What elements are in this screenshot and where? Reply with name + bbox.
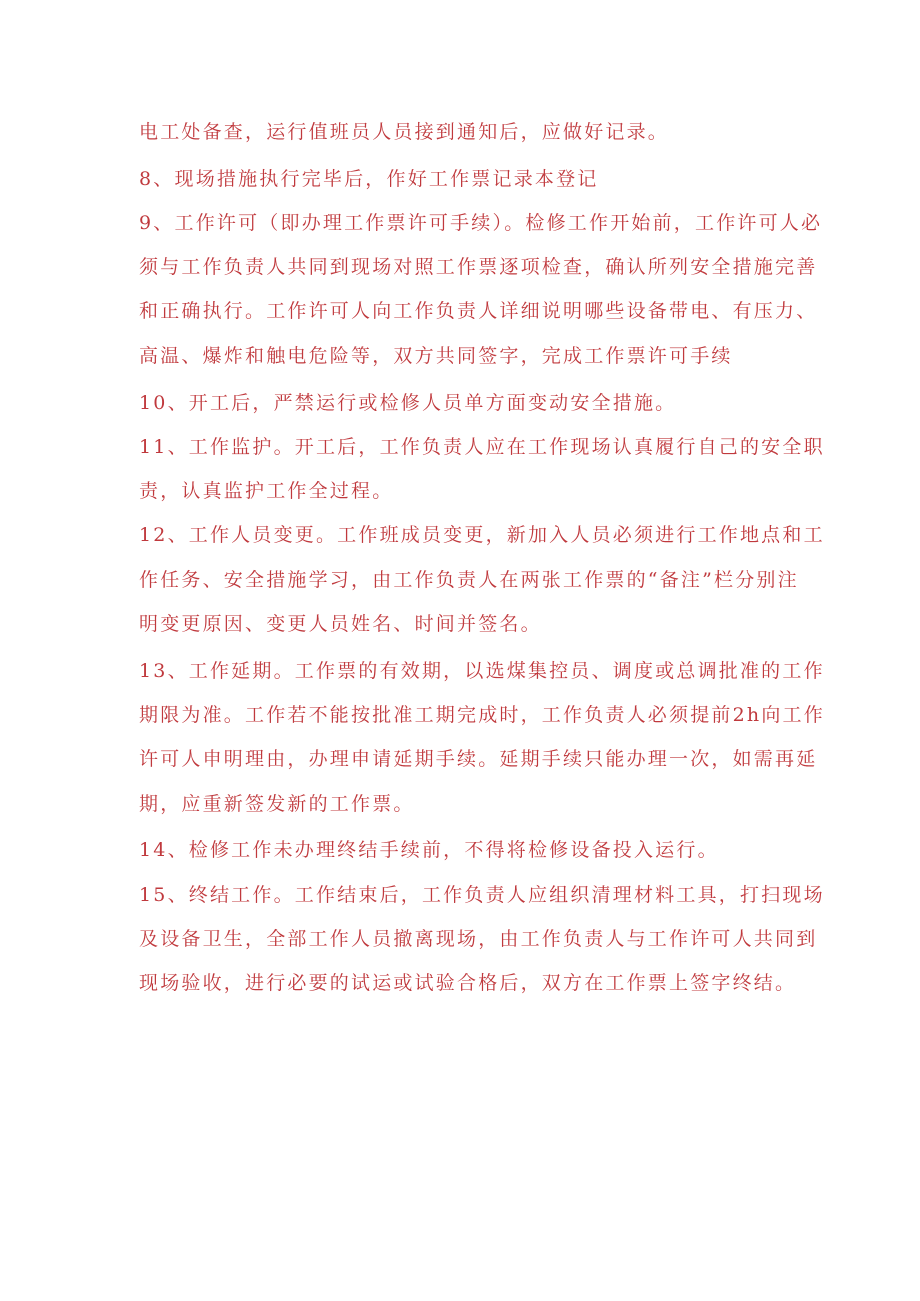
text-line: 许可人申明理由，办理申请延期手续。延期手续只能办理一次，如需再延	[139, 748, 818, 770]
text-line: 责，认真监护工作全过程。	[139, 480, 394, 502]
text-line: 8、现场措施执行完毕后，作好工作票记录本登记	[139, 168, 599, 190]
text-line: 13、工作延期。工作票的有效期，以选煤集控员、调度或总调批准的工作	[139, 660, 825, 682]
text-line: 14、检修工作未办理终结手续前，不得将检修设备投入运行。	[139, 839, 719, 861]
text-line: 15、终结工作。工作结束后，工作负责人应组织清理材料工具，打扫现场	[139, 884, 825, 906]
text-line: 电工处备查，运行值班员人员接到通知后，应做好记录。	[139, 121, 670, 143]
text-line: 12、工作人员变更。工作班成员变更，新加入人员必须进行工作地点和工	[139, 524, 825, 546]
text-line: 作任务、安全措施学习，由工作负责人在两张工作票的“备注”栏分别注	[139, 569, 799, 591]
text-line: 现场验收，进行必要的试运或试验合格后，双方在工作票上签字终结。	[139, 972, 797, 994]
text-line: 和正确执行。工作许可人向工作负责人详细说明哪些设备带电、有压力、	[139, 300, 818, 322]
text-line: 10、开工后，严禁运行或检修人员单方面变动安全措施。	[139, 392, 677, 414]
text-line: 9、工作许可（即办理工作票许可手续）。检修工作开始前，工作许可人必	[139, 212, 823, 234]
text-line: 期，应重新签发新的工作票。	[139, 793, 415, 815]
text-line: 及设备卫生，全部工作人员撤离现场，由工作负责人与工作许可人共同到	[139, 928, 818, 950]
text-line: 明变更原因、变更人员姓名、时间并签名。	[139, 613, 542, 635]
text-line: 须与工作负责人共同到现场对照工作票逐项检查，确认所列安全措施完善	[139, 256, 818, 278]
text-line: 期限为准。工作若不能按批准工期完成时，工作负责人必须提前2h向工作	[139, 704, 825, 726]
text-line: 11、工作监护。开工后，工作负责人应在工作现场认真履行自己的安全职	[139, 436, 825, 458]
text-line: 高温、爆炸和触电危险等，双方共同签字，完成工作票许可手续	[139, 345, 733, 367]
